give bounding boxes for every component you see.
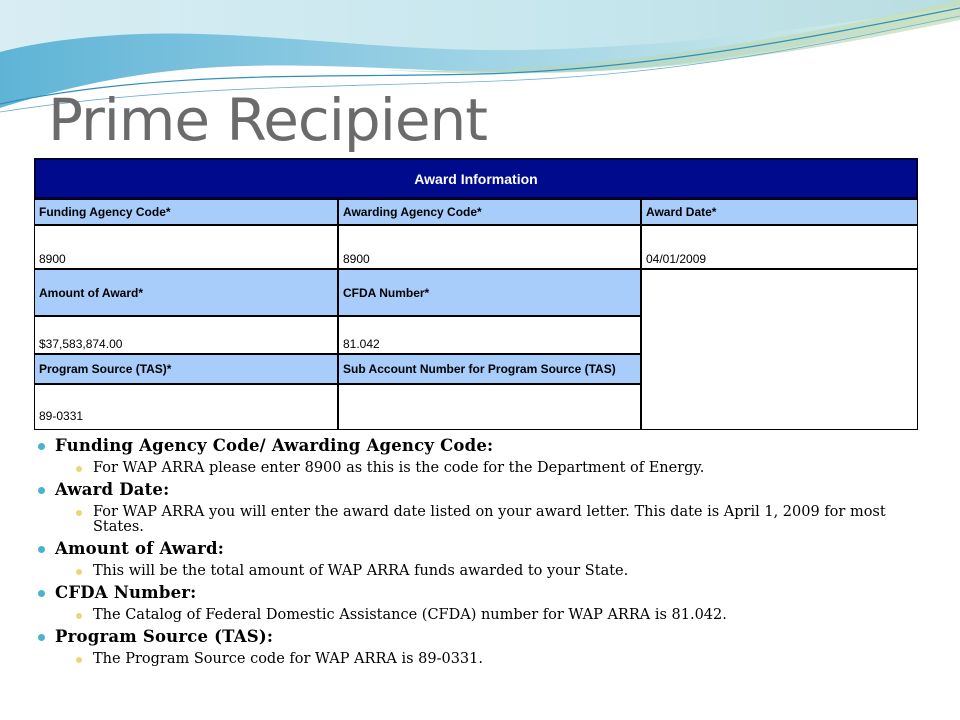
- note-detail: The Program Source code for WAP ARRA is 89-0331.: [76, 652, 923, 667]
- program-source-label: Program Source (TAS)*: [34, 354, 338, 384]
- awarding-agency-code-value: 8900: [338, 225, 641, 269]
- amount-of-award-value: $37,583,874.00: [34, 316, 338, 354]
- explanation-list: [38, 432, 938, 669]
- form-header: Award Information: [34, 158, 918, 199]
- sub-account-number-label: Sub Account Number for Program Source (TAS): [338, 354, 641, 384]
- funding-agency-code-label: Funding Agency Code*: [34, 199, 338, 225]
- cfda-number-value: 81.042: [338, 316, 641, 354]
- note-heading: Award Date:: [38, 479, 938, 501]
- cfda-number-label: CFDA Number*: [338, 269, 641, 316]
- funding-agency-code-value: 8900: [34, 225, 338, 269]
- award-date-value: 04/01/2009: [641, 225, 918, 269]
- sub-account-number-value: [338, 384, 641, 430]
- note-detail: For WAP ARRA you will enter the award date listed on your award letter. This date is April 1, 2009 for most States.: [76, 505, 923, 535]
- note-heading: Funding Agency Code/ Awarding Agency Code:: [38, 435, 938, 457]
- note-heading: CFDA Number:: [38, 582, 938, 604]
- awarding-agency-code-label: Awarding Agency Code*: [338, 199, 641, 225]
- award-information-form: [34, 158, 918, 430]
- note-detail: The Catalog of Federal Domestic Assistance (CFDA) number for WAP ARRA is 81.042.: [76, 608, 923, 623]
- note-detail: This will be the total amount of WAP ARRA funds awarded to your State.: [76, 564, 923, 579]
- program-source-value: 89-0331: [34, 384, 338, 430]
- amount-of-award-label: Amount of Award*: [34, 269, 338, 316]
- note-heading: Program Source (TAS):: [38, 626, 938, 648]
- award-date-label: Award Date*: [641, 199, 918, 225]
- slide-title: Prime Recipient: [48, 86, 488, 154]
- note-detail: For WAP ARRA please enter 8900 as this is the code for the Department of Energy.: [76, 461, 923, 476]
- empty-cell: [641, 269, 918, 430]
- note-heading: Amount of Award:: [38, 538, 938, 560]
